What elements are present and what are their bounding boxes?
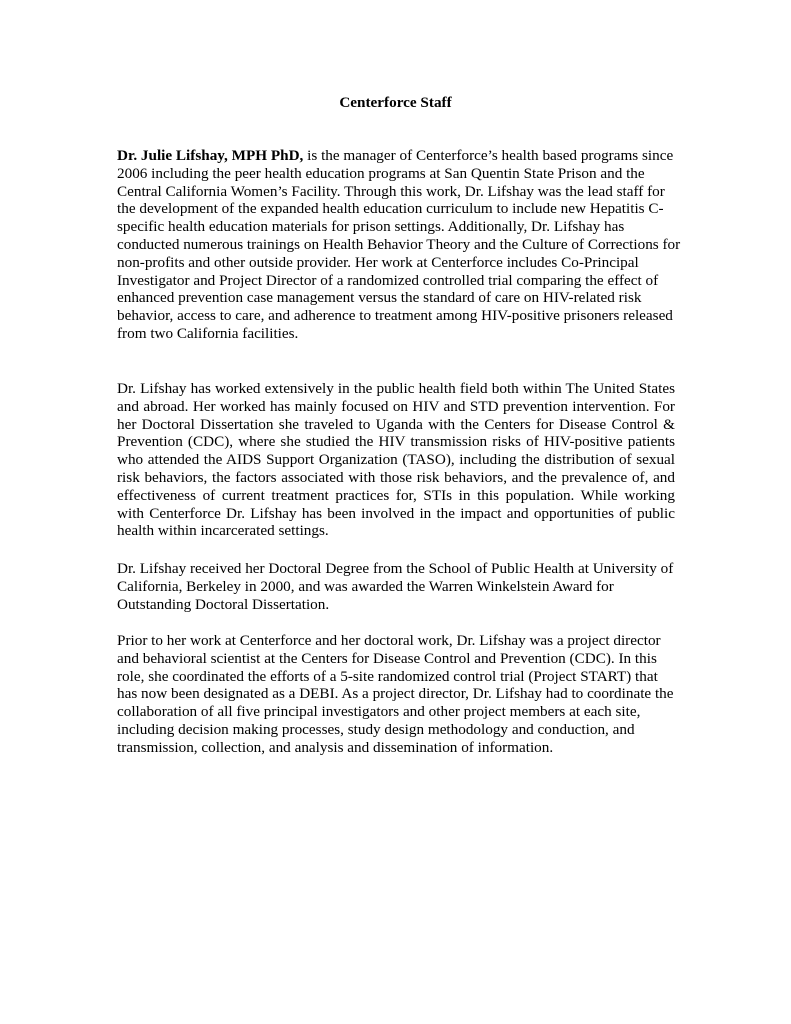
bio-name-lead: Dr. Julie Lifshay, MPH PhD, <box>117 147 304 164</box>
paragraph-prior-work: Prior to her work at Centerforce and her doctoral work, Dr. Lifshay was a project director and behavioral scientist at the Centers for Disease Control and Prevention (CDC). In this role, she coordinated the efforts of a 5-site randomized control trial (Project START) that has now been designated as a DEBI. As a project director, Dr. Lifshay had to coordinate the collaboration of all five principal investigators and other project members at each site, including decision making processes, study design methodology and conduction, and transmission, collection, and analysis and dissemination of information. <box>117 632 674 756</box>
paragraph-education: Dr. Lifshay received her Doctoral Degree from the School of Public Health at University of California, Berkeley in 2000, and was awarded the Warren Winkelstein Award for Outstanding Doctoral Dissertation. <box>117 560 674 613</box>
page-title: Centerforce Staff <box>339 94 452 111</box>
bio-intro-text: is the manager of Centerforce’s health based programs since 2006 including the peer health education programs at San Quentin State Prison and the Central California Women’s Facility. Through this work, Dr. Lifshay was the lead staff for the development of the expanded health education curriculum to include new Hepatitis C-specific health education materials for prison settings. Additionally, Dr. Lifshay has conducted numerous trainings on Health Behavior Theory and the Culture of Corrections for non-profits and other outside provider. Her work at Centerforce includes Co-Principal Investigator and Project Director of a randomized controlled trial comparing the effect of enhanced prevention case management versus the standard of care on HIV-related risk behavior, access to care, and adherence to treatment among HIV-positive prisoners released from two California facilities. <box>117 147 681 342</box>
paragraph-bio-intro <box>117 147 682 343</box>
paragraph-experience: Dr. Lifshay has worked extensively in the public health field both within The United States and abroad. Her worked has mainly focused on HIV and STD prevention intervention. For her Doctoral Dissertation she traveled to Uganda with the Centers for Disease Control & Prevention (CDC), where she studied the HIV transmission risks of HIV-positive patients who attended the AIDS Support Organization (TASO), including the distribution of sexual risk behaviors, the factors associated with those risk behaviors, and the prevalence of, and effectiveness of current treatment practices for, STIs in this population. While working with Centerforce Dr. Lifshay has been involved in the impact and opportunities of public health within incarcerated settings. <box>117 380 675 540</box>
